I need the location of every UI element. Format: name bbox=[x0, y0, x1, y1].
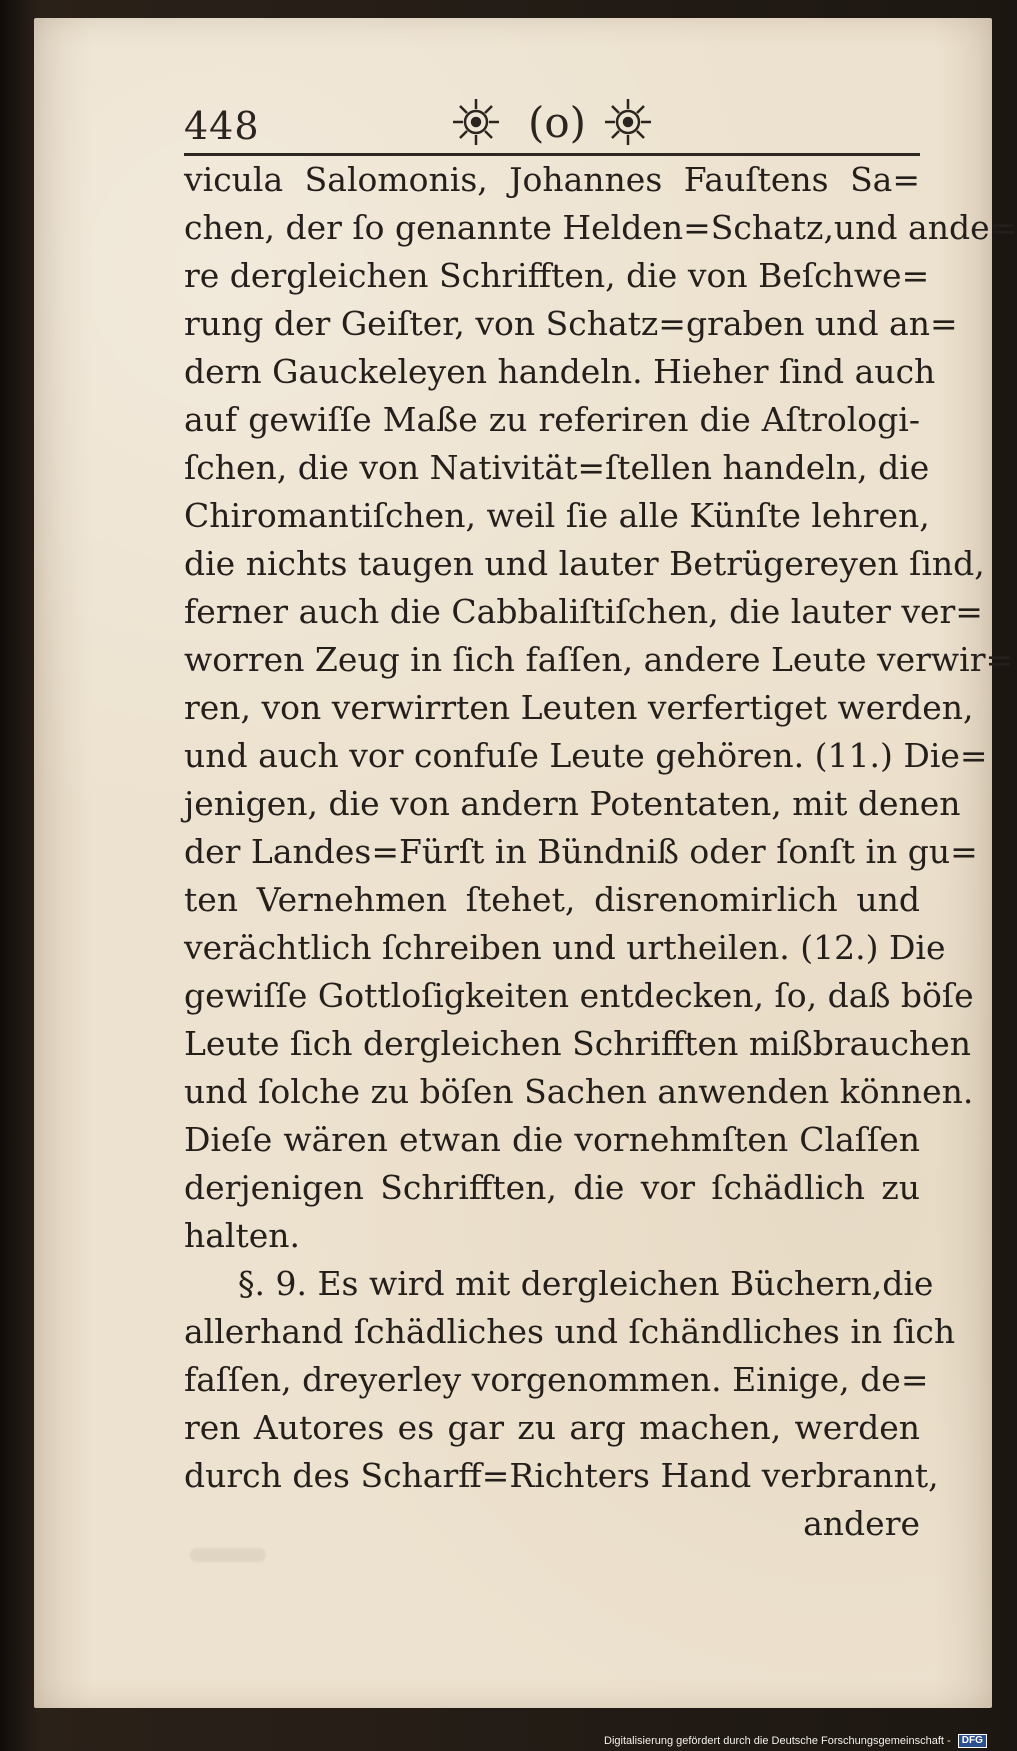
text-line: der Landes=Fürſt in Bündniß oder ſonſt in gu= bbox=[184, 832, 978, 871]
text-line: gewiſſe Gottloſigkeiten entdecken, ſo, daß böſe bbox=[184, 976, 974, 1015]
text-line: jenigen, die von andern Potentaten, mit denen bbox=[184, 784, 961, 823]
text-line: die nichts taugen und lauter Betrügereyen ſind, bbox=[184, 544, 985, 583]
text-line: ferner auch die Cabbaliſtiſchen, die lauter ver= bbox=[184, 592, 983, 631]
faded-mark-icon bbox=[188, 1540, 268, 1570]
text-line: worren Zeug in ſich faſſen, andere Leute verwir= bbox=[184, 640, 1014, 679]
ornament-left-icon bbox=[450, 96, 502, 148]
page-header bbox=[184, 96, 914, 154]
text-line: auf gewiſſe Maße zu referiren die Aſtrologi- bbox=[184, 400, 920, 439]
text-line: halten. bbox=[184, 1216, 301, 1255]
text-line: verächtlich ſchreiben und urtheilen. (12.) Die bbox=[184, 928, 946, 967]
catchword: andere bbox=[803, 1504, 920, 1543]
text-line: dern Gauckeleyen handeln. Hieher ſind auch bbox=[184, 352, 936, 391]
text-line: und auch vor confuſe Leute gehören. (11.) Die= bbox=[184, 736, 988, 775]
text-line: ren, von verwirrten Leuten verfertiget werden, bbox=[184, 688, 974, 727]
text-line: Leute ſich dergleichen Schrifften mißbrauchen bbox=[184, 1024, 972, 1063]
text-line: ten Vernehmen ſtehet, disrenomirlich und bbox=[184, 880, 920, 919]
page-number: 448 bbox=[184, 104, 260, 148]
text-line: Dieſe wären etwan die vornehmſten Claſſen bbox=[184, 1120, 920, 1159]
text-line: re dergleichen Schrifften, die von Beſchwe= bbox=[184, 256, 930, 295]
body-text bbox=[184, 156, 1017, 1591]
header-mark: (o) bbox=[528, 98, 587, 147]
footer-credit-text: Digitalisierung gefördert durch die Deutsche Forschungsgemeinschaft - bbox=[604, 1735, 951, 1747]
text-line: ren Autores es gar zu arg machen, werden bbox=[184, 1408, 920, 1447]
text-line: durch des Scharff=Richters Hand verbrannt, bbox=[184, 1456, 939, 1495]
text-line: derjenigen Schrifften, die vor ſchädlich zu bbox=[184, 1168, 920, 1207]
text-line: §. 9. Es wird mit dergleichen Büchern,die bbox=[238, 1264, 934, 1303]
text-line: rung der Geiſter, von Schatz=graben und an= bbox=[184, 304, 958, 343]
text-line: allerhand ſchädliches und ſchändliches in ſich bbox=[184, 1312, 956, 1351]
text-line: vicula Salomonis, Johannes Fauſtens Sa= bbox=[184, 160, 920, 199]
text-line: Chiromantiſchen, weil ſie alle Künſte lehren, bbox=[184, 496, 930, 535]
text-line: und ſolche zu böſen Sachen anwenden können. bbox=[184, 1072, 974, 1111]
footer-credit bbox=[604, 1734, 996, 1750]
text-line: ſchen, die von Nativität=ſtellen handeln, die bbox=[184, 448, 930, 487]
ornament-right-icon bbox=[602, 96, 654, 148]
text-line: chen, der ſo genannte Helden=Schatz,und ande= bbox=[184, 208, 1017, 247]
text-line: faſſen, dreyerley vorgenommen. Einige, de= bbox=[184, 1360, 929, 1399]
dfg-logo: DFG bbox=[958, 1734, 987, 1748]
